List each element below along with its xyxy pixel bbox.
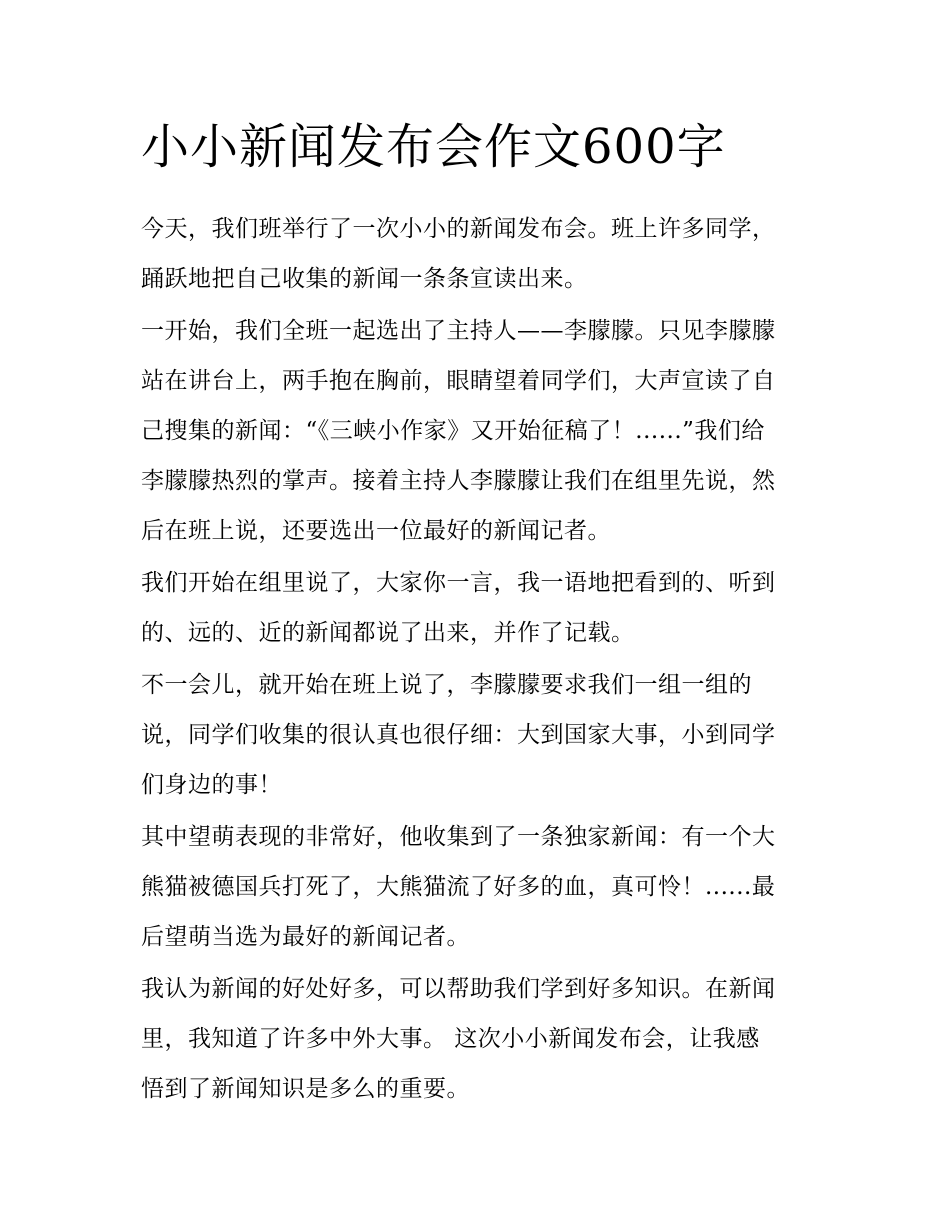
paragraph-line: 我们开始在组里说了，大家你一言，我一语地把看到的、听到	[141, 570, 776, 596]
paragraph-line: 们身边的事！	[141, 772, 282, 798]
paragraph-line: 其中望萌表现的非常好，他收集到了一条独家新闻：有一个大	[141, 824, 776, 850]
paragraph-3	[141, 558, 821, 658]
paragraph-line: 不一会儿，就开始在班上说了，李朦朦要求我们一组一组的	[141, 672, 752, 698]
paragraph-line: 今天，我们班举行了一次小小的新闻发布会。班上许多同学，	[141, 216, 776, 242]
paragraph-line: 我认为新闻的好处好多，可以帮助我们学到好多知识。在新闻	[141, 976, 776, 1002]
paragraph-line: 站在讲台上，两手抱在胸前，眼睛望着同学们，大声宣读了自	[141, 368, 776, 394]
paragraph-4	[141, 660, 821, 810]
paragraph-line: 李朦朦热烈的掌声。接着主持人李朦朦让我们在组里先说，然	[141, 468, 776, 494]
document-title: 小小新闻发布会作文600字	[141, 119, 726, 175]
paragraph-2	[141, 306, 821, 556]
paragraph-line: 熊猫被德国兵打死了，大熊猫流了好多的血，真可怜！......最	[141, 874, 776, 900]
paragraph-line: 后在班上说，还要选出一位最好的新闻记者。	[141, 518, 611, 544]
paragraph-line: 悟到了新闻知识是多么的重要。	[141, 1076, 470, 1102]
paragraph-5	[141, 812, 821, 962]
paragraph-line: 后望萌当选为最好的新闻记者。	[141, 924, 470, 950]
paragraph-line: 说，同学们收集的很认真也很仔细：大到国家大事，小到同学	[141, 722, 776, 748]
paragraph-line: 踊跃地把自己收集的新闻一条条宣读出来。	[141, 266, 588, 292]
paragraph-1	[141, 204, 821, 304]
paragraph-line: 己搜集的新闻：“《三峡小作家》又开始征稿了！......”我们给	[141, 418, 765, 444]
paragraph-line: 一开始，我们全班一起选出了主持人——李朦朦。只见李朦朦	[141, 318, 776, 344]
paragraph-line: 里，我知道了许多中外大事。 这次小小新闻发布会，让我感	[141, 1026, 760, 1052]
document-body	[141, 112, 821, 1116]
paragraph-6	[141, 964, 821, 1114]
paragraph-line: 的、远的、近的新闻都说了出来，并作了记载。	[141, 620, 635, 646]
